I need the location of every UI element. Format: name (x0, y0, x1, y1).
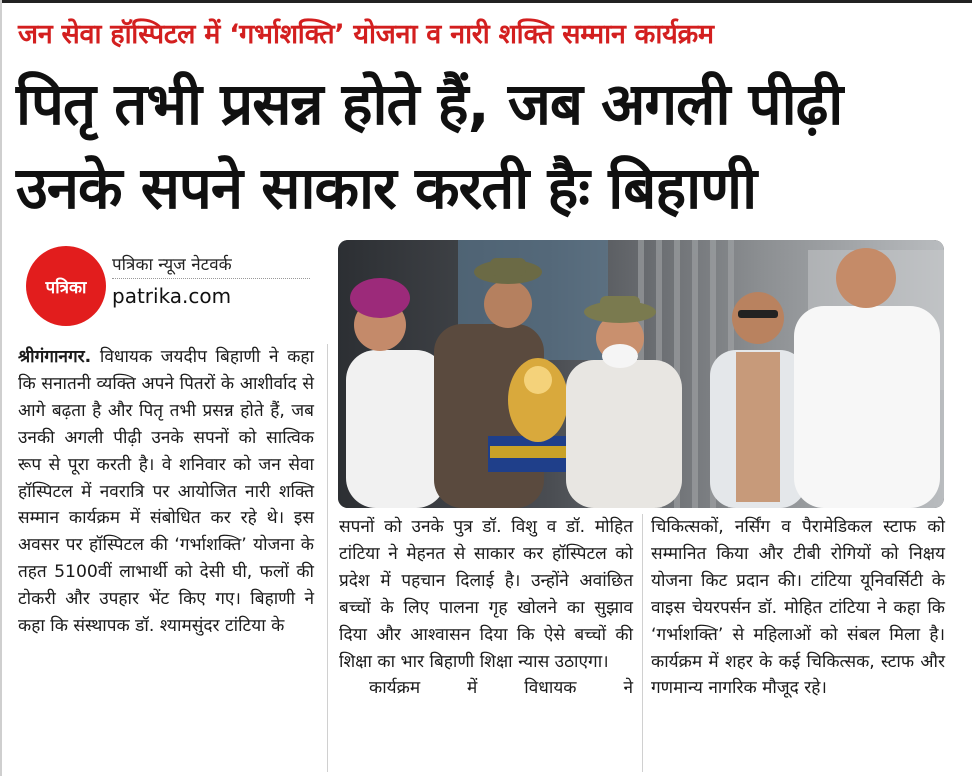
kicker-headline: जन सेवा हॉस्पिटल में ‘गर्भाशक्ति’ योजना व नारी शक्ति सम्मान कार्यक्रम (18, 19, 714, 50)
byline-network: पत्रिका न्यूज नेटवर्क (112, 255, 232, 275)
article-column-1 (18, 344, 314, 640)
headline-line-2: उनके सपने साकार करती हैः बिहाणी (16, 154, 757, 222)
event-photo (338, 240, 944, 508)
column-divider-1 (327, 344, 328, 772)
column-divider-2 (642, 514, 643, 772)
article-column-2-body: सपनों को उनके पुत्र डॉ. विशु व डॉ. मोहित टांटिया ने मेहनत से साकार कर हॉस्पिटल को प्रदेश में पहचान दिलाई है। उन्होंने अवांछित बच्चों के लिए पालना गृह खोलने का सुझाव दिया और आश्वासन दिया कि ऐसे बच्चों की शिक्षा का भार बिहाणी शिक्षा न्यास उठाएगा। (339, 517, 633, 672)
article-column-1-body: विधायक जयदीप बिहाणी ने कहा कि सनातनी व्यक्ति अपने पितरों के आशीर्वाद से आगे बढ़ता है और पितृ तभी प्रसन्न होते हैं, जब उनकी अगली पीढ़ी उनके सपनों को सात्विक रूप से पूरा करती है। वे शनिवार को जन सेवा हॉस्पिटल में नवरात्रि पर आयोजित नारी शक्ति सम्मान कार्यक्रम में संबोधित कर रहे थे। इस अवसर पर हॉस्पिटल की ‘गर्भाशक्ति’ योजना के तहत 5100वीं लाभार्थी को देसी घी, फलों की टोकरी और उपहार भेंट किए गए। बिहाणी ने कहा कि संस्थापक डॉ. श्यामसुंदर टांटिया के (18, 347, 314, 637)
article-dateline: श्रीगंगानगर. (18, 347, 92, 367)
main-headline (16, 62, 961, 230)
headline-line-1: पितृ तभी प्रसन्न होते हैं, जब अगली पीढ़ी (16, 70, 843, 138)
top-rule (0, 0, 972, 3)
article-column-2-para2: कार्यक्रम में विधायक ने (369, 678, 633, 699)
event-photo-illustration (338, 240, 944, 508)
side-rule (0, 0, 2, 776)
byline-divider (112, 278, 310, 279)
article-column-2 (339, 514, 633, 702)
patrika-logo (26, 246, 106, 326)
article-column-3: चिकित्सकों, नर्सिंग व पैरामेडिकल स्टाफ को सम्मानित किया और टीबी रोगियों को निक्षय योजना किट प्रदान की। टांटिया यूनिवर्सिटी के वाइस चेयरपर्सन डॉ. मोहित टांटिया ने कहा कि ‘गर्भाशक्ति’ से महिलाओं को संबल मिला है। कार्यक्रम में शहर के कई चिकित्सक, स्टाफ और गणमान्य नागरिक मौजूद रहे। (651, 517, 945, 699)
logo-text: पत्रिका (45, 277, 87, 298)
byline-url: patrika.com (112, 284, 232, 308)
